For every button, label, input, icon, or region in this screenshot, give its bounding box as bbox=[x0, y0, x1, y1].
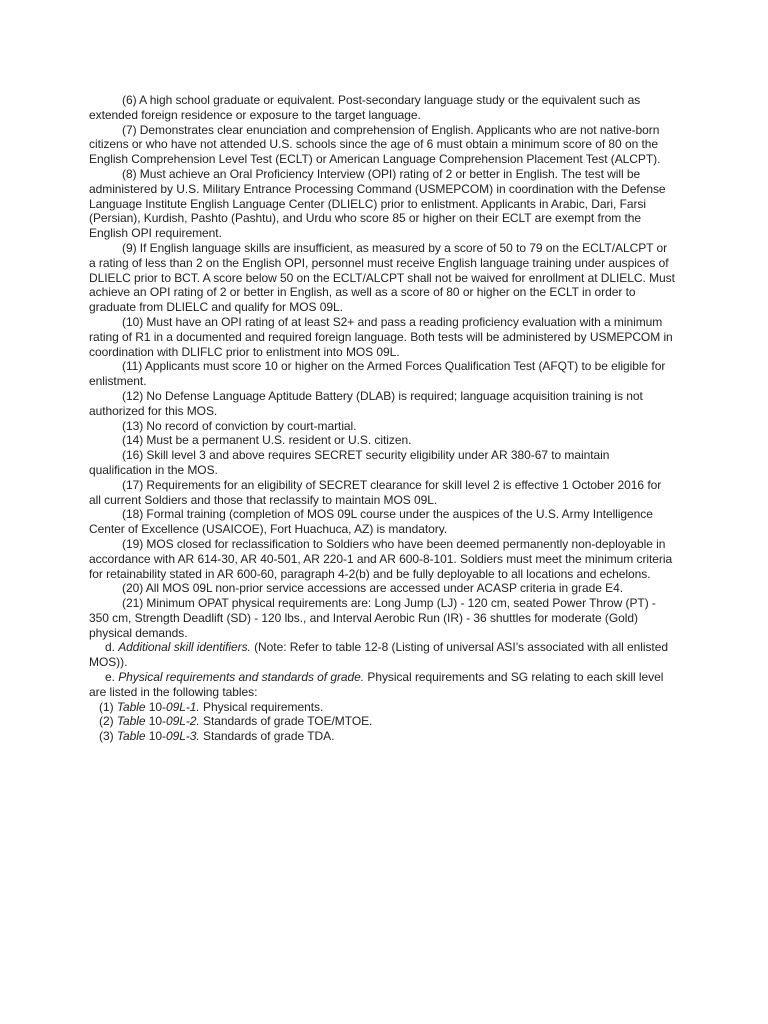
table-ref-word: Table bbox=[116, 714, 146, 729]
table-ref-word: Table bbox=[116, 699, 146, 714]
paragraph-11: (11) Applicants must score 10 or higher on the Armed Forces Qualification Test (AFQT) to be eligible for enlistment. bbox=[89, 359, 666, 389]
table-ref-number: (2) bbox=[99, 714, 117, 729]
table-ref-1 bbox=[89, 700, 675, 715]
paragraph-20: (20) All MOS 09L non-prior service accessions are accessed under ACASP criteria in grade E4. bbox=[122, 581, 623, 596]
table-ref-desc: Standards of grade TDA. bbox=[199, 729, 335, 744]
paragraph-18: (18) Formal training (completion of MOS 09L course under the auspices of the U.S. Army Intelligence Center of Excellence (USAICOE), Fort Huachuca, AZ) is mandatory. bbox=[89, 507, 653, 537]
table-ref-number: (1) bbox=[99, 699, 117, 714]
table-ref-word: Table bbox=[116, 729, 146, 744]
section-d-text: (Note: Refer to table 12-8 (Listing of universal ASI’s associated with all enlisted MOS)). bbox=[89, 640, 668, 670]
section-e bbox=[89, 670, 675, 700]
section-e-text: Physical requirements and SG relating to each skill level are listed in the following tables: bbox=[89, 670, 664, 699]
paragraph-13: (13) No record of conviction by court-martial. bbox=[122, 418, 357, 433]
document-page bbox=[89, 93, 675, 744]
table-ref-number: (3) bbox=[99, 729, 117, 744]
table-ref-desc: Physical requirements. bbox=[199, 699, 324, 714]
section-e-prefix: e. bbox=[105, 670, 119, 685]
paragraph-16: (16) Skill level 3 and above requires SECRET security eligibility under AR 380-67 to maintain qualification in the MOS. bbox=[89, 448, 610, 477]
section-d bbox=[89, 640, 675, 670]
table-ref-3 bbox=[89, 729, 675, 744]
table-ref-code: 10- bbox=[145, 729, 166, 744]
table-ref-desc: Standards of grade TOE/MTOE. bbox=[199, 714, 373, 729]
paragraph-10: (10) Must have an OPI rating of at least S2+ and pass a reading proficiency evaluation with a minimum rating of R1 in a documented and required foreign language. Both tests will be administered by USMEPCOM in coordination with DLIFLC prior to enlistment into MOS 09L. bbox=[89, 314, 673, 359]
paragraph-12: (12) No Defense Language Aptitude Battery (DLAB) is required; language acquisition training is not authorized for this MOS. bbox=[89, 388, 643, 418]
section-e-title: Physical requirements and standards of grade. bbox=[118, 670, 365, 685]
table-ref-2 bbox=[89, 714, 675, 729]
table-ref-code-italic: 09L-2. bbox=[165, 714, 200, 729]
section-d-prefix: d. bbox=[105, 640, 119, 655]
paragraph-8: (8) Must achieve an Oral Proficiency Interview (OPI) rating of 2 or better in English. The test will be administered by U.S. Military Entrance Processing Command (USMEPCOM) in coordination with the Defense Language Institute English Language Center (DLIELC) prior to enlistment. Applicants in Arabic, Dari, Farsi (Persian), Kurdish, Pashto (Pashtu), and Urdu who score 85 or higher on their ECLT are exempt from the English OPI requirement. bbox=[89, 166, 666, 241]
paragraph-6: (6) A high school graduate or equivalent. Post-secondary language study or the equivalent such as extended foreign residence or exposure to the target language. bbox=[89, 93, 641, 122]
table-ref-code-italic: 09L-1. bbox=[165, 699, 200, 714]
table-ref-code: 10- bbox=[145, 699, 166, 714]
paragraph-17: (17) Requirements for an eligibility of SECRET clearance for skill level 2 is effective 1 October 2016 for all current Soldiers and those that reclassify to maintain MOS 09L. bbox=[89, 477, 662, 507]
paragraph-14: (14) Must be a permanent U.S. resident or U.S. citizen. bbox=[122, 433, 412, 448]
table-ref-code: 10- bbox=[145, 714, 166, 729]
table-ref-code-italic: 09L-3. bbox=[165, 729, 200, 744]
paragraph-21: (21) Minimum OPAT physical requirements are: Long Jump (LJ) - 120 cm, seated Power Throw (PT) - 350 cm, Strength Deadlift (SD) - 120 lbs., and Interval Aerobic Run (IR) - 36 shuttles for moderate (Gold) physical demands. bbox=[89, 596, 656, 640]
section-d-title: Additional skill identifiers. bbox=[118, 640, 251, 655]
paragraph-7: (7) Demonstrates clear enunciation and comprehension of English. Applicants who are not native-born citizens or who have not attended U.S. schools since the age of 6 must obtain a minimum score of 80 on the English Comprehension Level Test (ECLT) or American Language Comprehension Placement Test (ALCPT). bbox=[89, 122, 661, 167]
paragraph-19: (19) MOS closed for reclassification to Soldiers who have been deemed permanently non-deployable in accordance with AR 614-30, AR 40-501, AR 220-1 and AR 600-8-101. Soldiers must meet the minimum criteria for retainability stated in AR 600-60, paragraph 4-2(b) and be fully deployable to all locations and echelons. bbox=[89, 536, 673, 581]
paragraph-9: (9) If English language skills are insufficient, as measured by a score of 50 to 79 on the ECLT/ALCPT or a rating of less than 2 on the English OPI, personnel must receive English language training under auspices of DLIELC prior to BCT. A score below 50 on the ECLT/ALCPT shall not be waived for enrollment at DLIELC. Must achieve an OPI rating of 2 or better in English, as well as a score of 80 or higher on the ECLT in order to graduate from DLIELC and qualify for MOS 09L. bbox=[89, 240, 675, 315]
